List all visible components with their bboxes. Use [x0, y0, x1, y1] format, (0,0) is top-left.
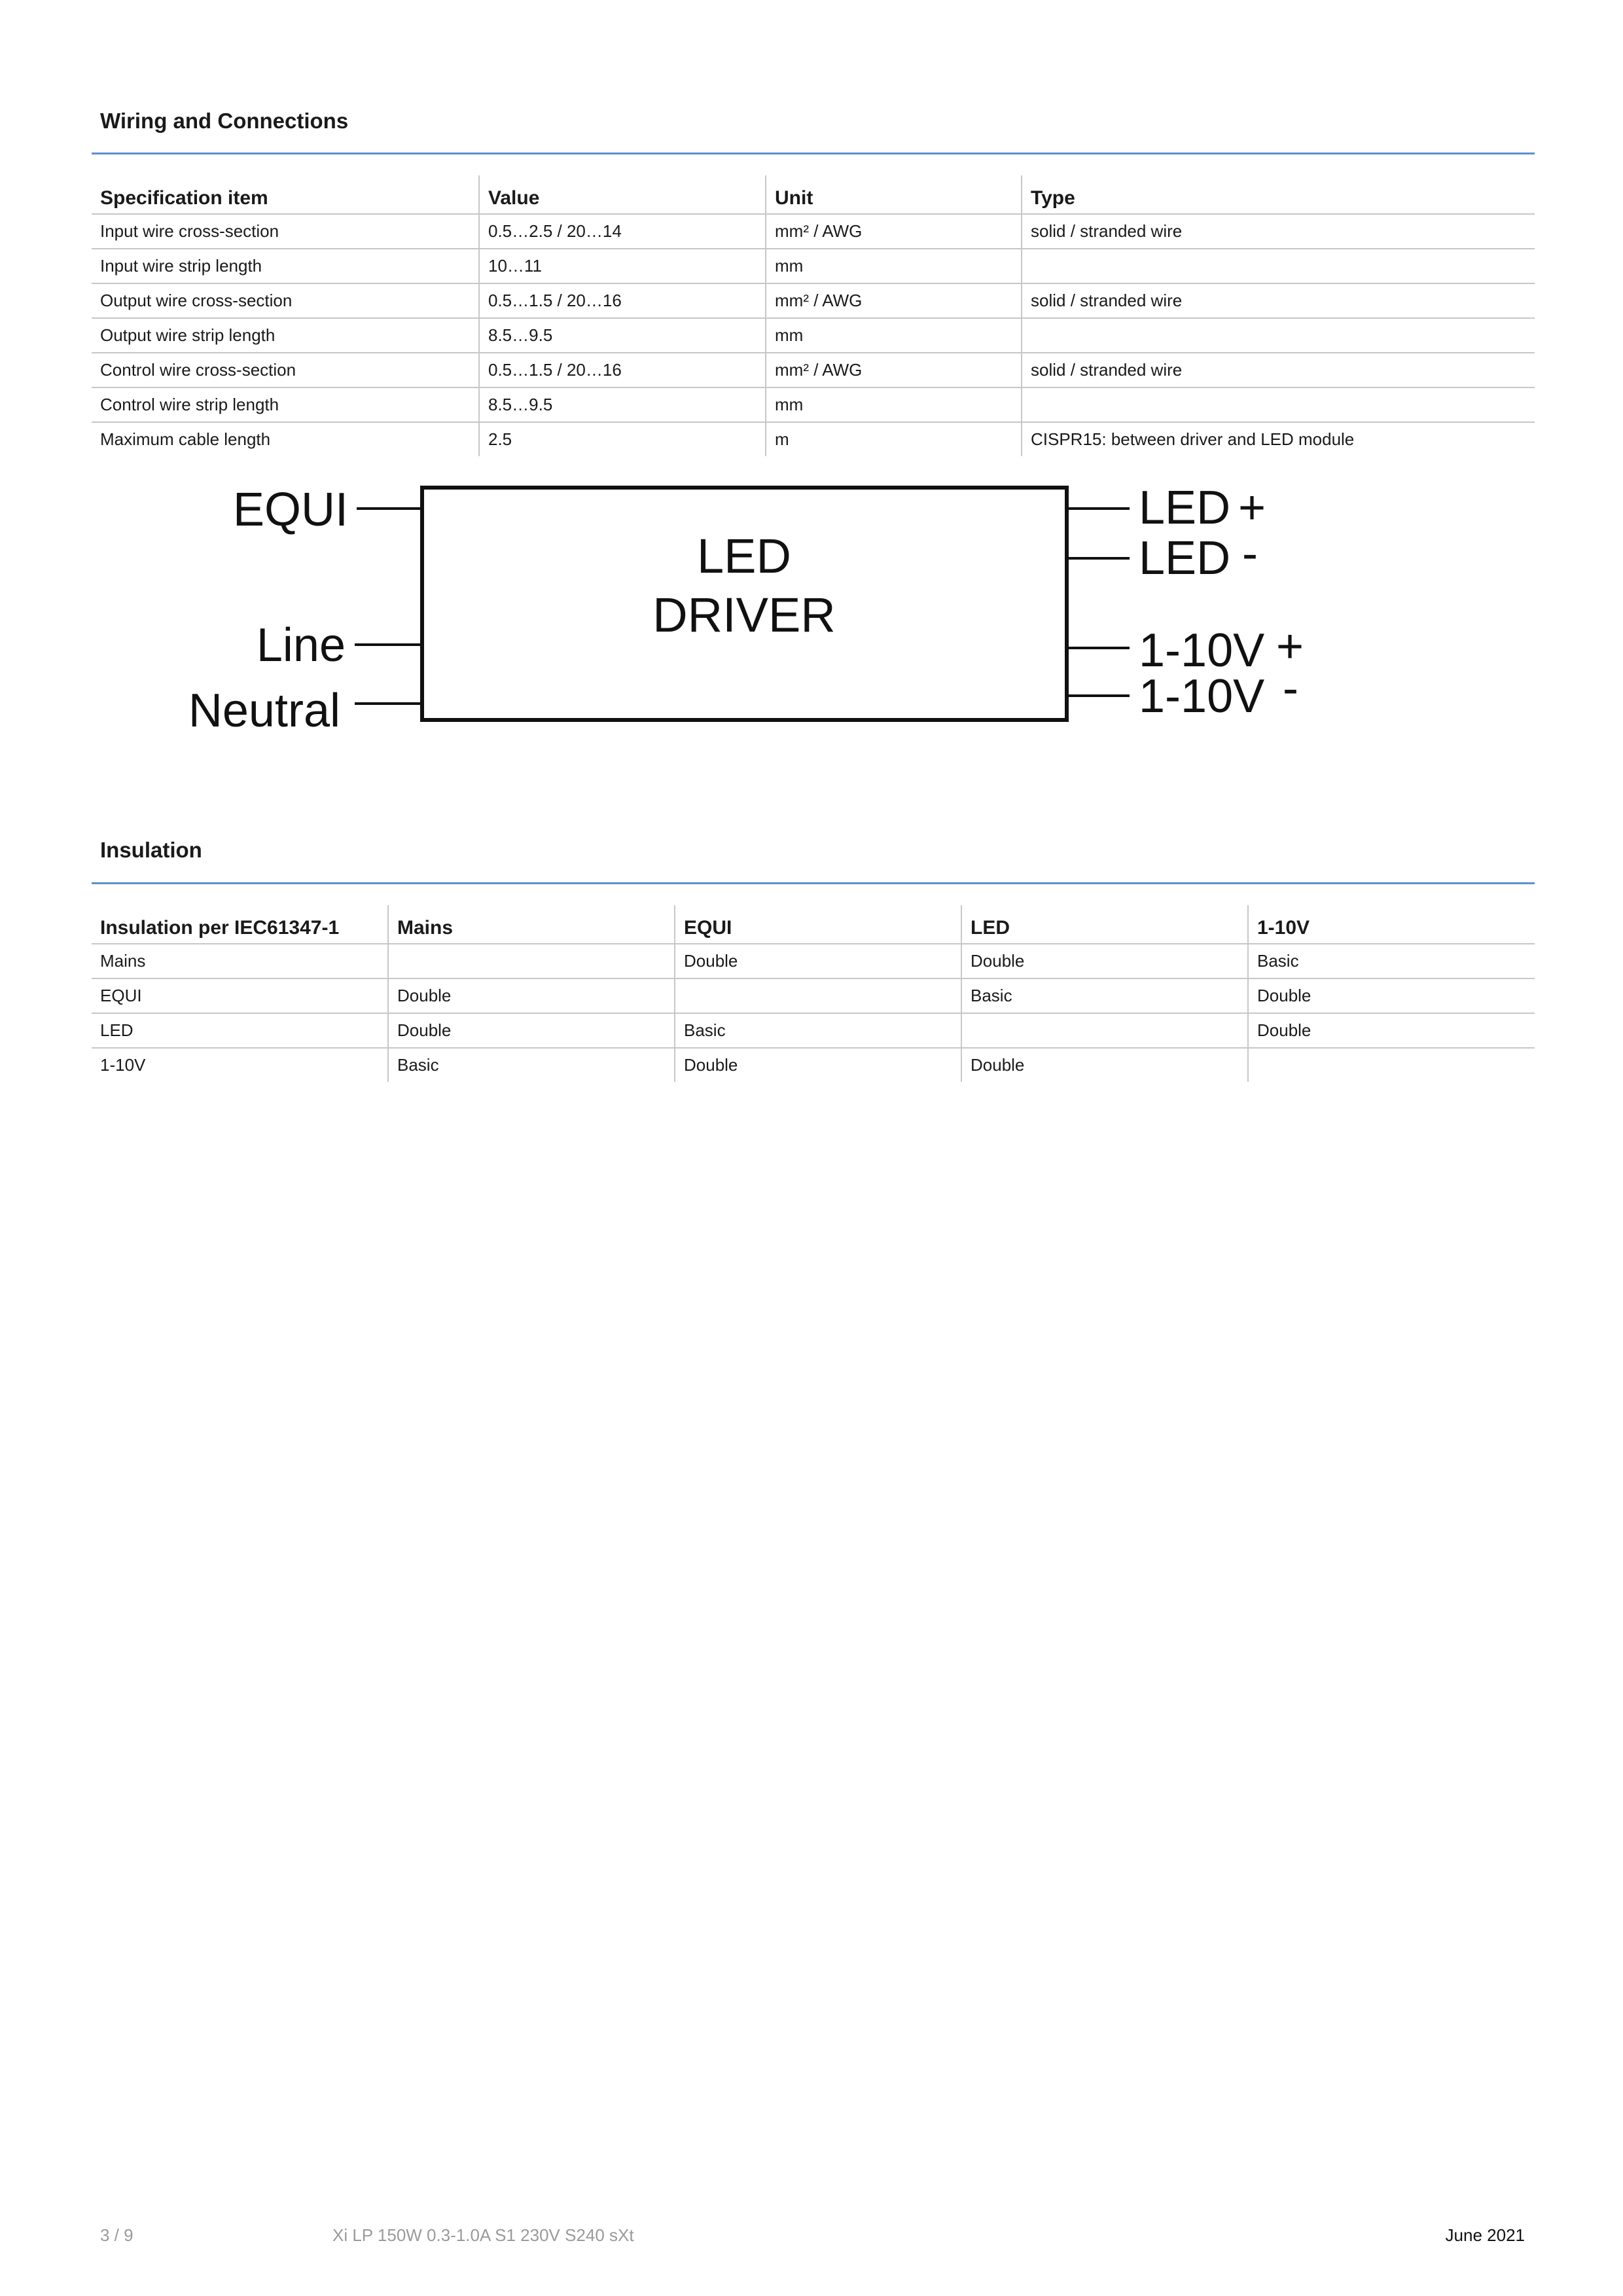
table-row [92, 1048, 1535, 1082]
terminal-dim-minus-sign: - [1283, 662, 1298, 715]
table-cell: Basic [961, 978, 1248, 1013]
table-header-row [92, 905, 1535, 944]
document-date: June 2021 [1445, 2225, 1525, 2245]
table-cell: 8.5…9.5 [479, 387, 766, 422]
table-row [92, 214, 1535, 249]
wiring-table [92, 175, 1535, 456]
insulation-title-rule [92, 882, 1535, 884]
table-cell: Basic [675, 1013, 961, 1048]
table-cell: Double [388, 978, 675, 1013]
table-cell: Control wire strip length [92, 387, 479, 422]
table-cell: solid / stranded wire [1022, 283, 1535, 318]
terminal-led-plus-name: LED [1139, 482, 1231, 534]
column-header: Specification item [92, 175, 479, 214]
table-cell: CISPR15: between driver and LED module [1022, 422, 1535, 456]
table-cell [1022, 249, 1535, 283]
table-cell [961, 1013, 1248, 1048]
terminal-led-minus-sign: - [1242, 528, 1258, 580]
table-cell: solid / stranded wire [1022, 353, 1535, 387]
table-cell: 0.5…2.5 / 20…14 [479, 214, 766, 249]
table-cell: Double [1248, 978, 1535, 1013]
table-cell: Double [675, 944, 961, 978]
terminal-neutral: Neutral [188, 685, 340, 737]
table-cell [1022, 387, 1535, 422]
column-header: LED [961, 905, 1248, 944]
table-cell: 8.5…9.5 [479, 318, 766, 353]
column-header: Value [479, 175, 766, 214]
table-row [92, 283, 1535, 318]
column-header: Mains [388, 905, 675, 944]
table-cell: mm² / AWG [766, 353, 1022, 387]
table-row [92, 318, 1535, 353]
driver-label-line1: LED [697, 529, 791, 583]
table-cell: Double [961, 944, 1248, 978]
product-name: Xi LP 150W 0.3-1.0A S1 230V S240 sXt [332, 2225, 634, 2245]
table-row [92, 353, 1535, 387]
table-cell: Double [675, 1048, 961, 1082]
table-cell: solid / stranded wire [1022, 214, 1535, 249]
table-cell: mm [766, 249, 1022, 283]
terminal-line: Line [256, 619, 346, 672]
terminal-dim-plus-name: 1-10V [1139, 624, 1265, 677]
table-cell: Basic [1248, 944, 1535, 978]
table-row [92, 978, 1535, 1013]
table-cell [1022, 318, 1535, 353]
table-cell: m [766, 422, 1022, 456]
table-cell: Maximum cable length [100, 429, 271, 449]
insulation-table [92, 905, 1535, 1082]
table-cell: Input wire strip length [92, 249, 479, 283]
table-cell: EQUI [92, 978, 388, 1013]
insulation-section-title: Insulation [100, 838, 202, 862]
table-row [92, 944, 1535, 978]
column-header: Insulation per IEC61347-1 [92, 905, 388, 944]
table-cell: Control wire cross-section [92, 353, 479, 387]
wiring-title-rule [92, 152, 1535, 154]
table-cell: Mains [92, 944, 388, 978]
table-cell: 0.5…1.5 / 20…16 [479, 353, 766, 387]
terminal-dim-minus-name: 1-10V [1139, 670, 1265, 723]
table-cell: 1-10V [100, 1055, 146, 1075]
table-header-row [92, 175, 1535, 214]
table-row [92, 387, 1535, 422]
table-cell: Double [388, 1013, 675, 1048]
table-cell: 10…11 [479, 249, 766, 283]
column-header: Type [1022, 175, 1535, 214]
column-header: EQUI [675, 905, 961, 944]
page-number: 3 / 9 [100, 2225, 134, 2245]
table-cell: 0.5…1.5 / 20…16 [479, 283, 766, 318]
table-cell: mm² / AWG [766, 283, 1022, 318]
table-cell: mm [766, 318, 1022, 353]
table-cell: Input wire cross-section [92, 214, 479, 249]
terminal-led-minus-name: LED [1139, 532, 1231, 584]
column-header: Unit [766, 175, 1022, 214]
terminal-equi: EQUI [232, 484, 348, 536]
table-row [92, 422, 1535, 456]
table-row [92, 249, 1535, 283]
table-cell: mm [766, 387, 1022, 422]
table-cell: mm² / AWG [766, 214, 1022, 249]
wiring-diagram [157, 471, 1335, 759]
terminal-dim-plus-sign: + [1276, 620, 1304, 673]
wiring-section-title: Wiring and Connections [100, 109, 349, 133]
driver-label-line2: DRIVER [652, 588, 836, 642]
table-cell: Double [961, 1048, 1248, 1082]
table-cell: Double [1248, 1013, 1535, 1048]
terminal-led-plus-sign: + [1238, 482, 1266, 534]
table-cell [675, 978, 961, 1013]
table-cell: Basic [388, 1048, 675, 1082]
table-cell: LED [92, 1013, 388, 1048]
table-cell [1248, 1048, 1535, 1082]
table-cell: 2.5 [479, 422, 766, 456]
table-cell: Output wire strip length [92, 318, 479, 353]
table-cell [388, 944, 675, 978]
column-header: 1-10V [1248, 905, 1535, 944]
table-row [92, 1013, 1535, 1048]
table-cell: Output wire cross-section [92, 283, 479, 318]
